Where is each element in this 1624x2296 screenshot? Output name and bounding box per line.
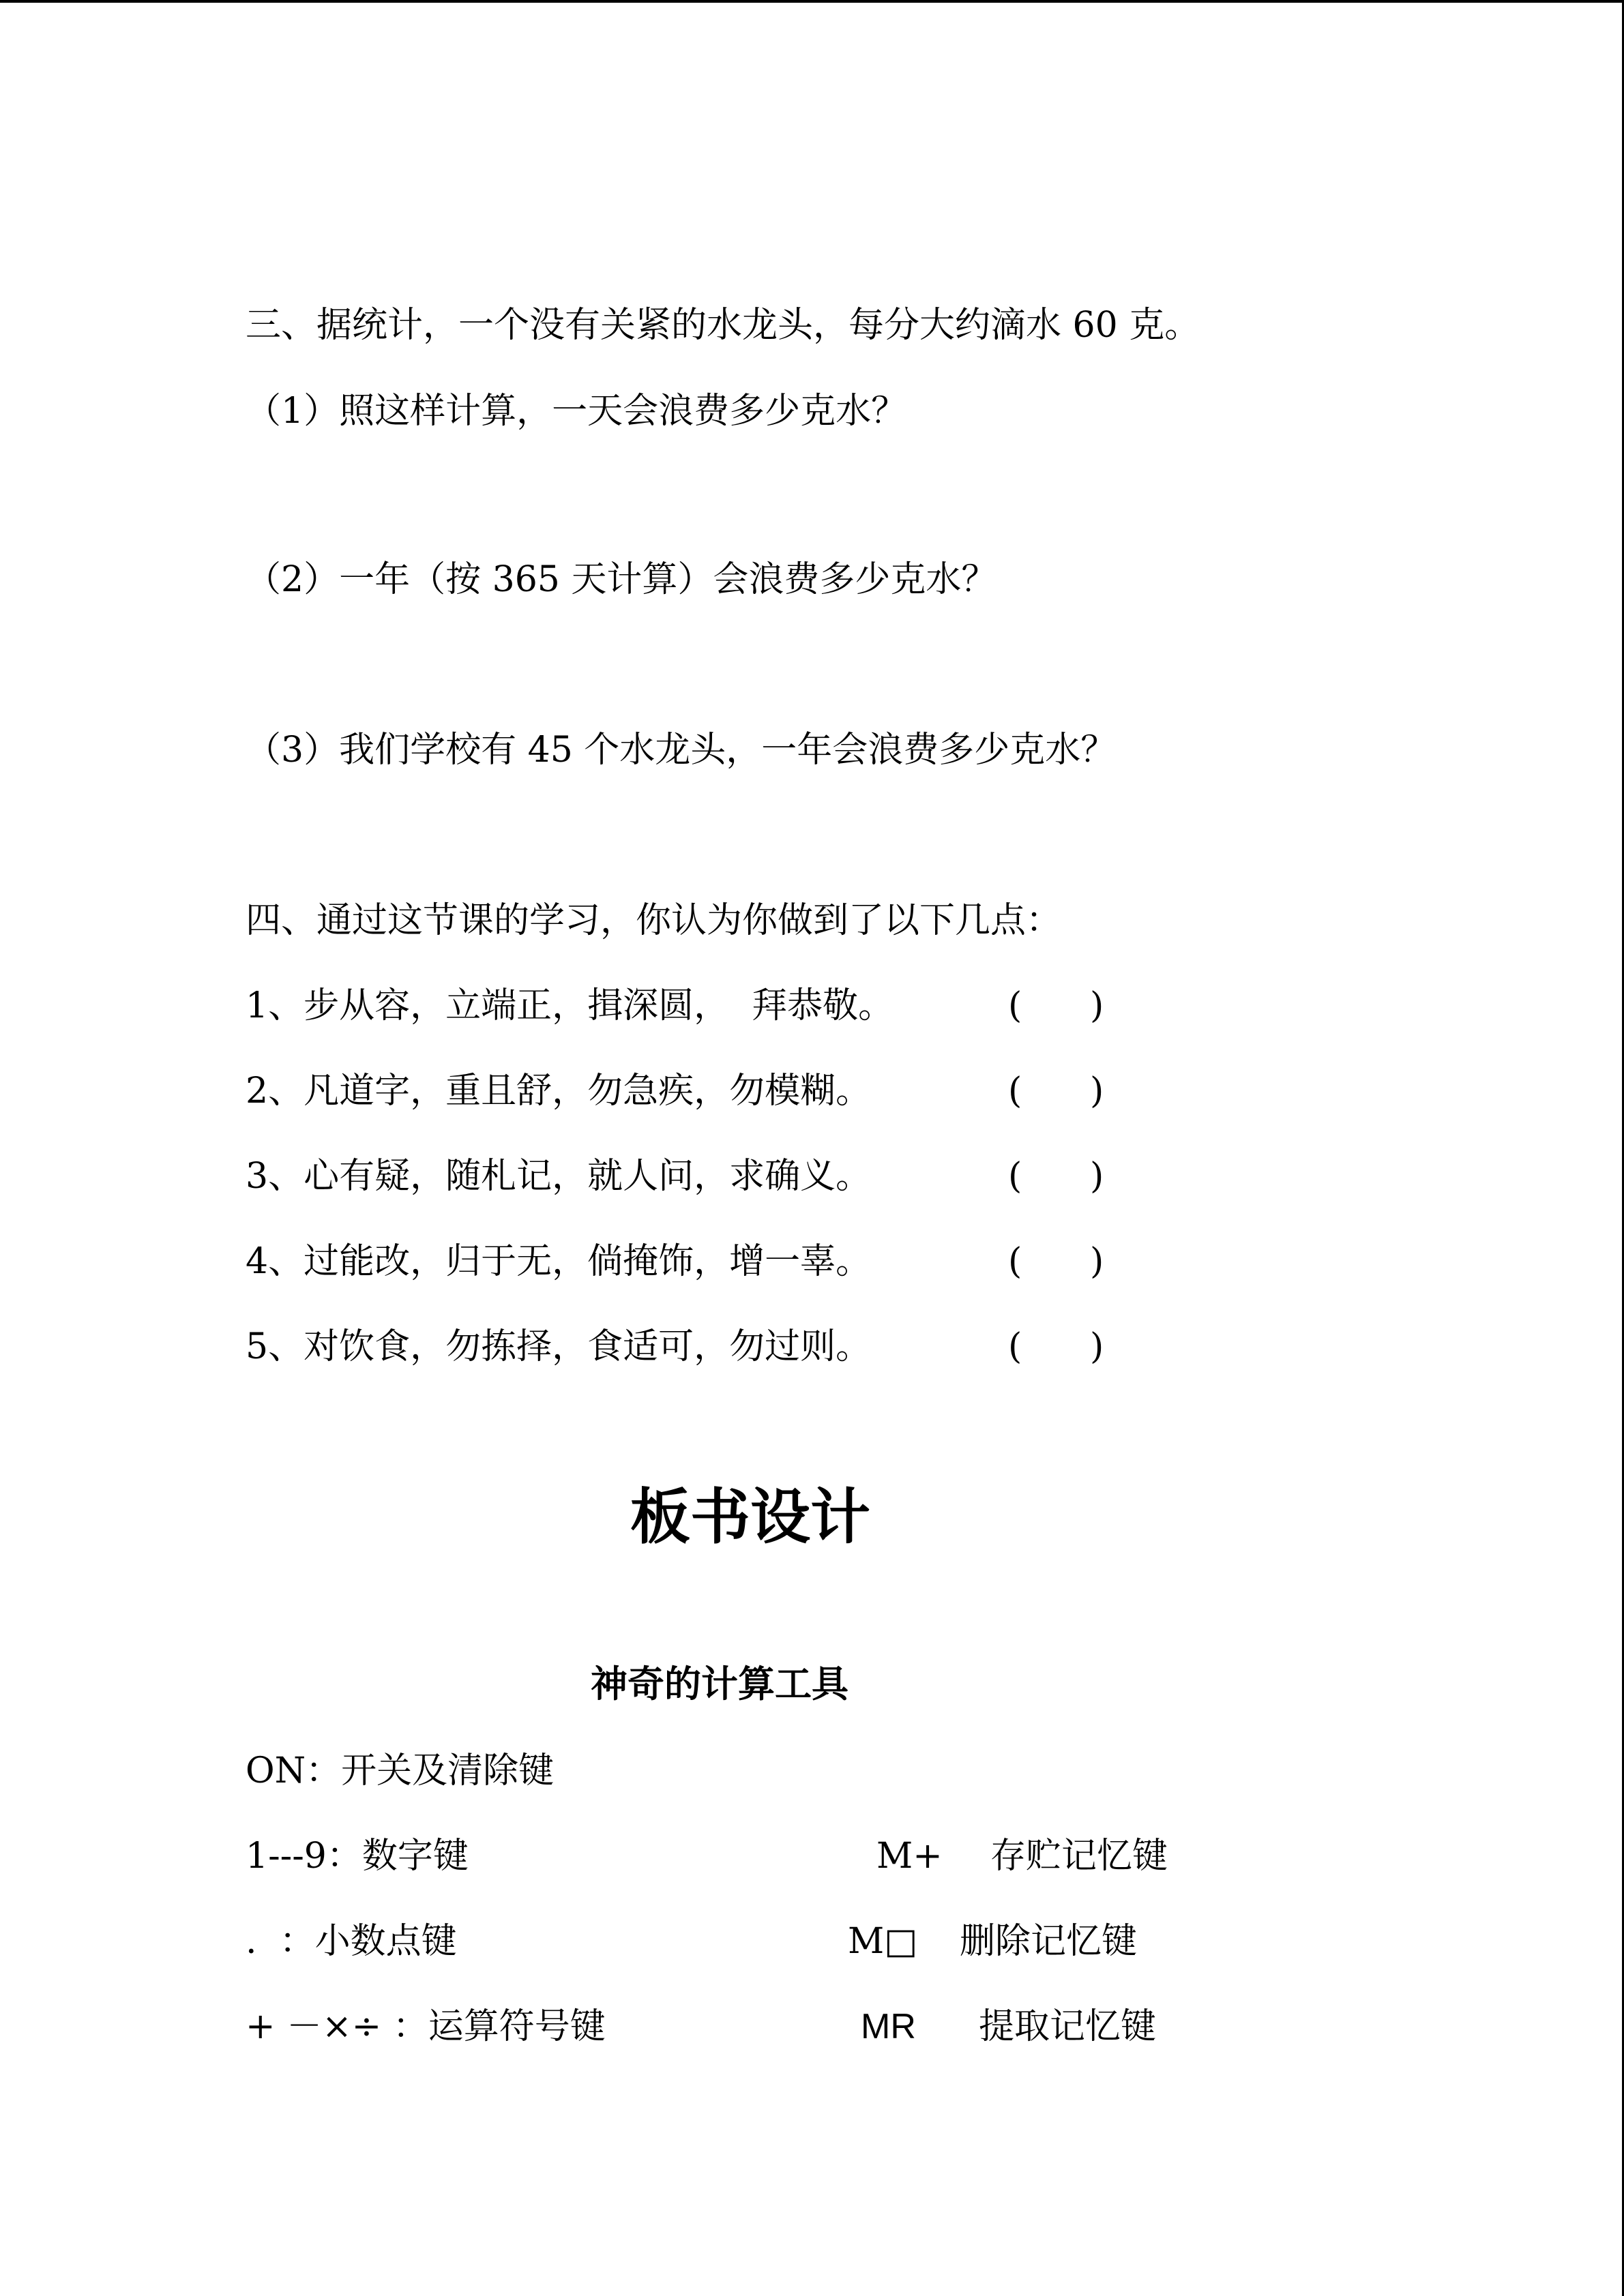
checklist-item-1: 1、步从容，立端正，揖深圆， 拜恭敬。 [246,985,894,1026]
key-m-minus-description: 删除记忆键 [960,1921,1138,1962]
page-top-border [0,0,1624,3]
section4-heading: 四、通过这节课的学习，你认为你做到了以下几点： [246,900,1062,941]
board-design-subtitle: 神奇的计算工具 [591,1663,848,1705]
checklist-item-2-close-paren: ) [1090,1071,1104,1112]
key-operators-description: + －×÷ ：运算符号键 [246,2006,606,2047]
question-1: （1）照这样计算，一天会浪费多少克水？ [246,391,907,432]
key-mr-label: MR [861,2007,916,2046]
section3-heading: 三、据统计，一个没有关紧的水龙头，每分大约滴水 60 克。 [246,305,1200,346]
checklist-item-5: 5、对饮食，勿拣择，食适可，勿过则。 [246,1326,872,1367]
key-m-plus-description: 存贮记忆键 [990,1836,1168,1877]
checklist-item-2: 2、凡道字，重且舒，勿急疾，勿模糊。 [246,1071,872,1112]
question-2: （2）一年（按 365 天计算）会浪费多少克水？ [246,559,997,600]
checklist-item-5-close-paren: ) [1090,1326,1104,1367]
question-3: （3）我们学校有 45 个水龙头，一年会浪费多少克水？ [246,730,1117,771]
checklist-item-1-close-paren: ) [1090,985,1104,1026]
checklist-item-3-close-paren: ) [1090,1156,1104,1197]
checklist-item-1-open-paren: ( [1008,985,1022,1026]
checklist-item-2-open-paren: ( [1008,1071,1022,1112]
checklist-item-4: 4、过能改，归于无，倘掩饰，增一辜。 [246,1241,872,1282]
key-decimal-description: . ：小数点键 [246,1921,457,1962]
key-mr-description: 提取记忆键 [979,2006,1157,2047]
key-m-plus-label: M+ [876,1836,943,1877]
checklist-item-4-close-paren: ) [1090,1241,1104,1282]
checklist-item-5-open-paren: ( [1008,1326,1022,1367]
key-on-description: ON：开关及清除键 [246,1750,555,1791]
key-m-minus-label: M□ [848,1921,918,1962]
board-design-title: 板书设计 [630,1482,870,1552]
checklist-item-3-open-paren: ( [1008,1156,1022,1197]
checklist-item-3: 3、心有疑，随札记，就人问，求确义。 [246,1156,872,1197]
checklist-item-4-open-paren: ( [1008,1241,1022,1282]
key-digits-description: 1---9：数字键 [246,1836,469,1877]
